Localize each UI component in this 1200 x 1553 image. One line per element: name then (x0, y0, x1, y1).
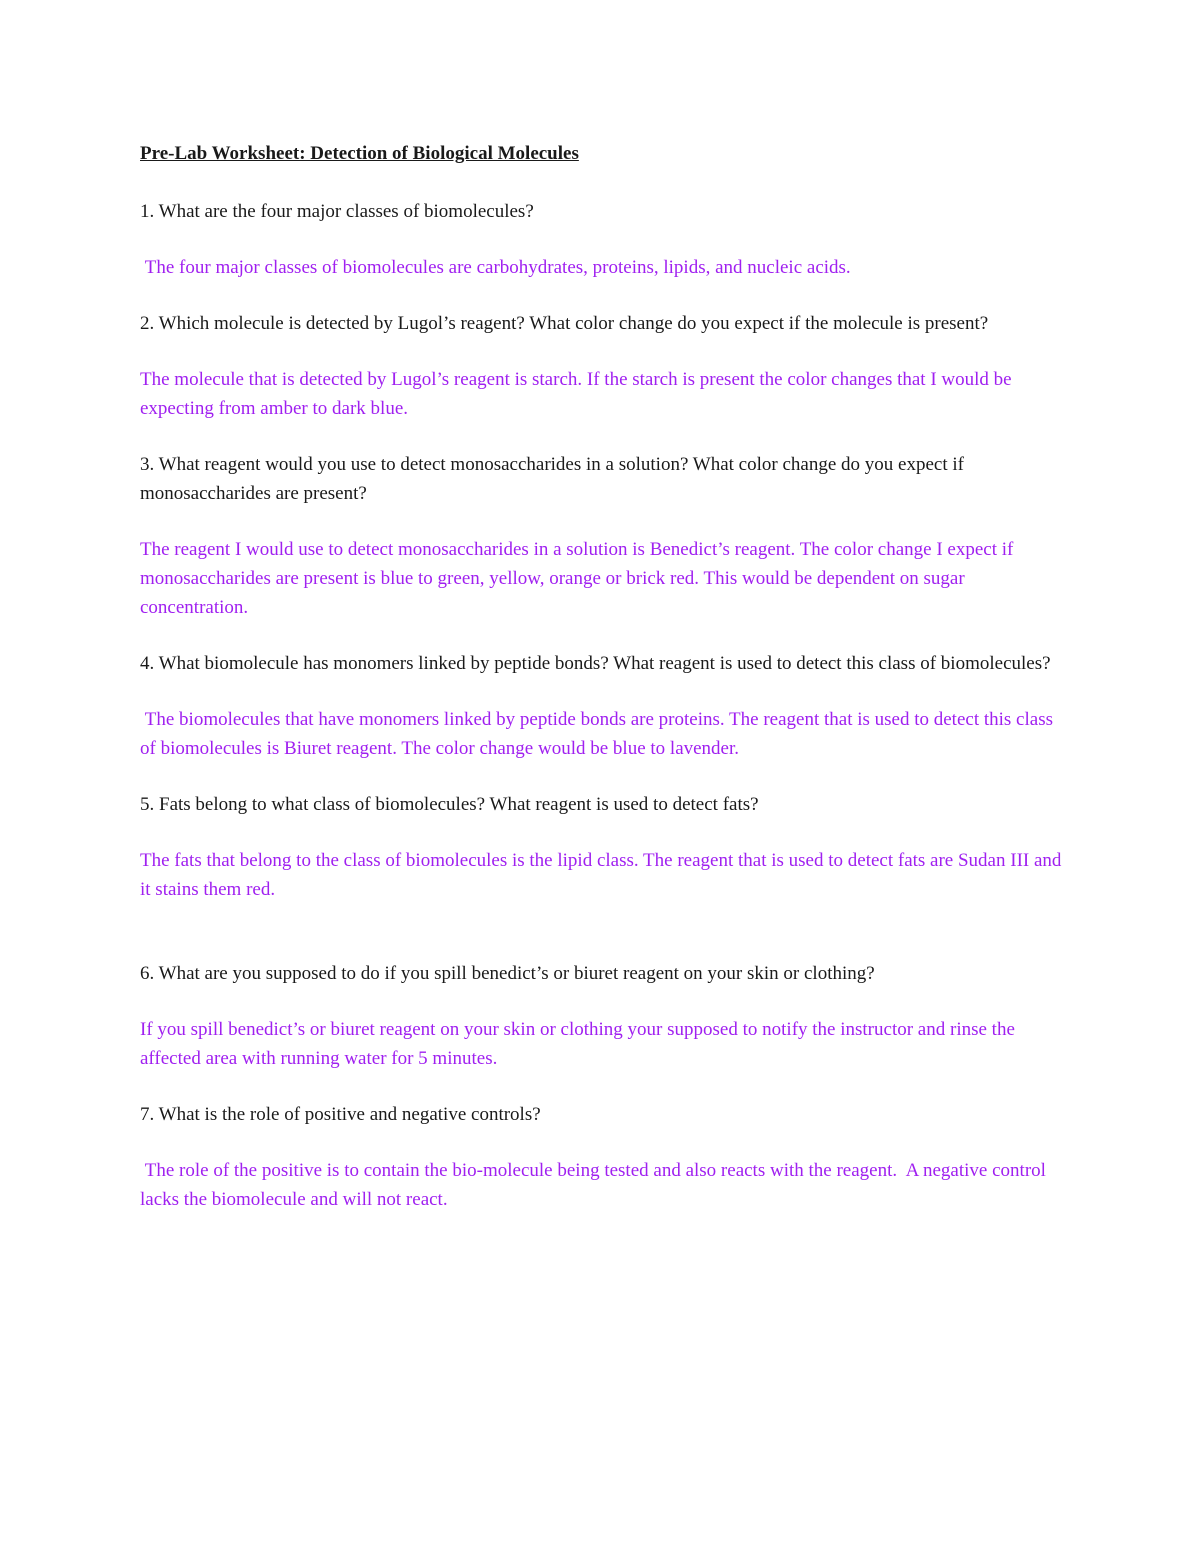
answer-4: The biomolecules that have monomers linked by peptide bonds are proteins. The reagent that is used to detect this class of biomolecules is Biuret reagent. The color change would be blue to lavender. (140, 709, 1058, 759)
question-7: 7. What is the role of positive and negative controls? (140, 1104, 541, 1125)
answer-6: If you spill benedict’s or biuret reagent on your skin or clothing your supposed to notify the instructor and rinse the affected area with running water for 5 minutes. (140, 1019, 1015, 1069)
answer-7: The role of the positive is to contain the bio-molecule being tested and also reacts with the reagent. A negative control lacks the biomolecule and will not react. (140, 1160, 1051, 1210)
question-3: 3. What reagent would you use to detect monosaccharides in a solution? What color change do you expect if monosaccharides are present? (140, 454, 964, 504)
answer-3: The reagent I would use to detect monosaccharides in a solution is Benedict’s reagent. The color change I expect if monosaccharides are present is blue to green, yellow, orange or brick red. This would be dependent on sugar concentration. (140, 539, 1014, 618)
answer-1: The four major classes of biomolecules are carbohydrates, proteins, lipids, and nucleic acids. (140, 257, 851, 278)
question-6: 6. What are you supposed to do if you spill benedict’s or biuret reagent on your skin or clothing? (140, 963, 875, 984)
answer-5: The fats that belong to the class of biomolecules is the lipid class. The reagent that is used to detect fats are Sudan III and it stains them red. (140, 850, 1062, 900)
answer-2: The molecule that is detected by Lugol’s reagent is starch. If the starch is present the color changes that I would be expecting from amber to dark blue. (140, 369, 1012, 419)
question-4: 4. What biomolecule has monomers linked by peptide bonds? What reagent is used to detect this class of biomolecules? (140, 653, 1051, 674)
question-1: 1. What are the four major classes of biomolecules? (140, 201, 534, 222)
worksheet-title: Pre-Lab Worksheet: Detection of Biological Molecules (140, 143, 579, 164)
worksheet-page (140, 140, 1062, 1241)
question-2: 2. Which molecule is detected by Lugol’s reagent? What color change do you expect if the molecule is present? (140, 313, 989, 334)
question-5: 5. Fats belong to what class of biomolecules? What reagent is used to detect fats? (140, 794, 759, 815)
